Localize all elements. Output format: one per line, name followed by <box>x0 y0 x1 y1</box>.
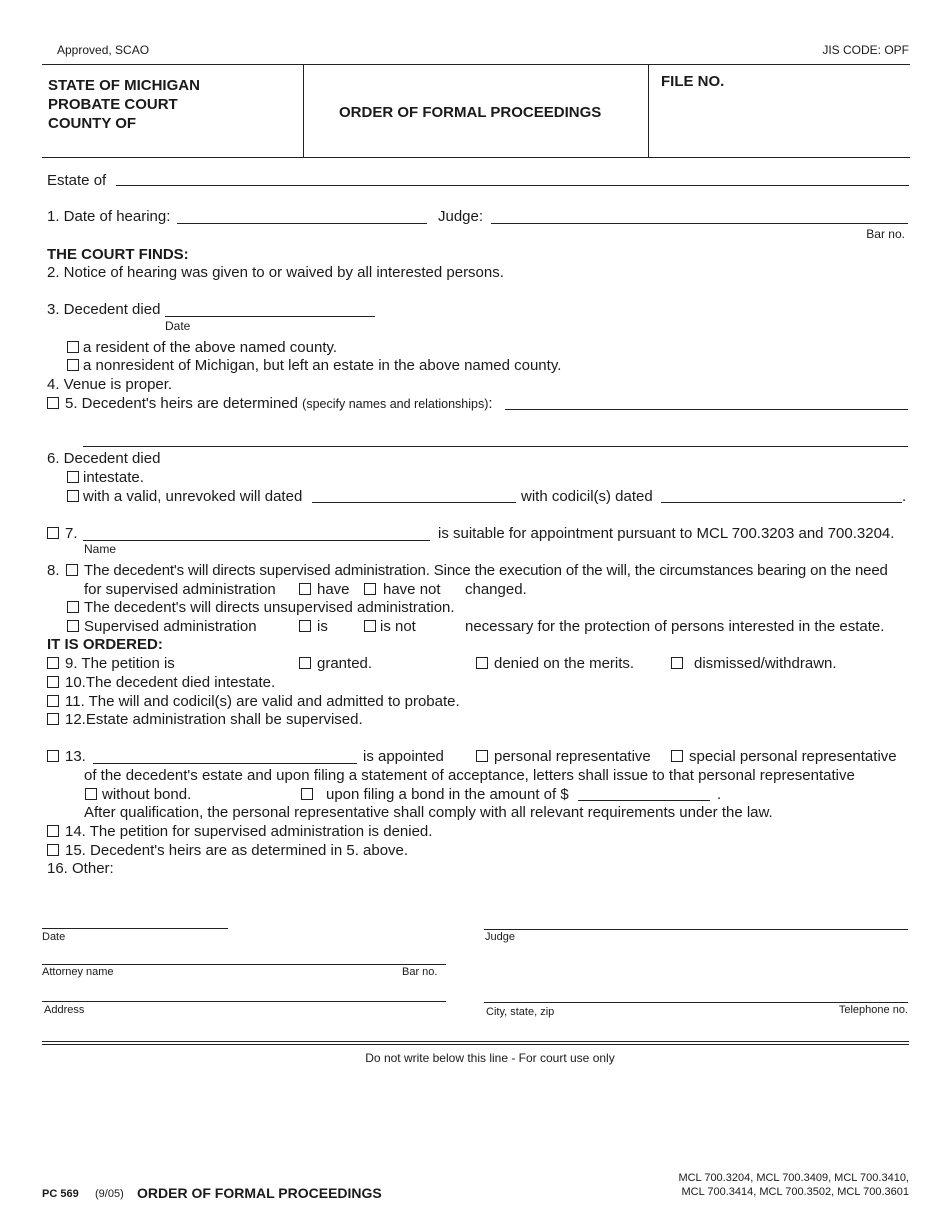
item-15-text: 15. Decedent's heirs are as determined in 5. above. <box>65 842 409 859</box>
item-6-text: 6. Decedent died <box>47 450 161 467</box>
is-label: is <box>317 618 328 635</box>
item-9-checkbox[interactable] <box>47 657 59 669</box>
city-state-zip-label: City, state, zip <box>486 1006 555 1018</box>
header-bottom-rule <box>42 157 910 158</box>
form-title: ORDER OF FORMAL PROCEEDINGS <box>339 104 602 121</box>
attorney-name-field[interactable] <box>42 964 446 965</box>
item-8-line2: for supervised administration <box>84 581 276 598</box>
judge-label: Judge: <box>438 208 484 225</box>
item-10-checkbox[interactable] <box>47 676 59 688</box>
date-of-hearing-label: 1. Date of hearing: <box>47 208 171 225</box>
item-14-text: 14. The petition for supervised administration is denied. <box>65 823 433 840</box>
sign-date-label: Date <box>42 931 66 943</box>
codicil-label: with codicil(s) dated <box>521 488 653 505</box>
judge-signature-label: Judge <box>485 931 515 943</box>
granted-checkbox[interactable] <box>299 657 311 669</box>
valid-will-label: with a valid, unrevoked will dated <box>83 488 303 505</box>
bond-label: upon filing a bond in the amount of $ <box>326 786 569 803</box>
nonresident-label: a nonresident of Michigan, but left an estate in the above named county. <box>83 357 562 374</box>
bond-amount-field[interactable] <box>578 800 710 801</box>
address-field[interactable] <box>42 1001 446 1002</box>
pr-checkbox[interactable] <box>476 750 488 762</box>
denied-merits-label: denied on the merits. <box>494 655 635 672</box>
item-13-number: 13. <box>65 748 86 765</box>
heirs-field-2[interactable] <box>83 446 908 447</box>
court-finds-heading: THE COURT FINDS: <box>47 246 189 263</box>
without-bond-checkbox[interactable] <box>85 788 97 800</box>
form-revision: (9/05) <box>95 1188 124 1200</box>
intestate-checkbox[interactable] <box>67 471 79 483</box>
header-divider-2 <box>648 65 649 157</box>
form-number: PC 569 <box>42 1188 79 1200</box>
item-10-text: 10.The decedent died intestate. <box>65 674 276 691</box>
changed-label: changed. <box>465 581 527 598</box>
have-checkbox[interactable] <box>299 583 311 595</box>
item-8-line1: The decedent's will directs supervised administration. Since the execution of the will, the circumstances bearing on the need <box>84 562 888 579</box>
intestate-label: intestate. <box>83 469 144 486</box>
will-date-field[interactable] <box>312 502 516 503</box>
decedent-died-date-field[interactable] <box>165 316 375 317</box>
resident-checkbox[interactable] <box>67 341 79 353</box>
appointee-name-field[interactable] <box>83 540 430 541</box>
granted-label: granted. <box>317 655 373 672</box>
item-5-prefix: 5. Decedent's heirs are determined <box>65 395 303 412</box>
item-13-line2: of the decedent's estate and upon filing a statement of acceptance, letters shall issue to that personal representative <box>84 767 855 784</box>
have-not-checkbox[interactable] <box>364 583 376 595</box>
sign-date-field[interactable] <box>42 928 228 929</box>
item-6-period: . <box>902 488 907 505</box>
item-11-checkbox[interactable] <box>47 695 59 707</box>
item-7-checkbox[interactable] <box>47 527 59 539</box>
estate-of-label: Estate of <box>47 172 107 189</box>
without-bond-label: without bond. <box>102 786 192 803</box>
item-4-text: 4. Venue is proper. <box>47 376 173 393</box>
item-5-checkbox[interactable] <box>47 397 59 409</box>
item-11-text: 11. The will and codicil(s) are valid and admitted to probate. <box>65 693 460 710</box>
item-3-date-caption: Date <box>165 319 191 333</box>
header-top-rule <box>42 64 910 65</box>
probate-court: PROBATE COURT <box>48 96 178 113</box>
valid-will-checkbox[interactable] <box>67 490 79 502</box>
date-of-hearing-field[interactable] <box>177 223 427 224</box>
resident-label: a resident of the above named county. <box>83 339 338 356</box>
will-supervised-checkbox[interactable] <box>66 564 78 576</box>
address-label: Address <box>44 1004 85 1016</box>
item-5-colon: : <box>488 395 493 412</box>
item-9-text: 9. The petition is <box>65 655 175 672</box>
item-7-number: 7. <box>65 525 78 542</box>
approved-scao: Approved, SCAO <box>57 43 150 57</box>
court-use-rule-2 <box>42 1044 909 1045</box>
mcl-line-2: MCL 700.3414, MCL 700.3502, MCL 700.3601 <box>681 1186 909 1198</box>
state-of-michigan: STATE OF MICHIGAN <box>48 77 200 94</box>
is-not-checkbox[interactable] <box>364 620 376 632</box>
item-14-checkbox[interactable] <box>47 825 59 837</box>
item-12-text: 12.Estate administration shall be supervised. <box>65 711 363 728</box>
have-label: have <box>317 581 350 598</box>
after-qualification-text: After qualification, the personal representative shall comply with all relevant requirements under the law. <box>84 804 773 821</box>
file-no-label: FILE NO. <box>661 73 725 90</box>
heirs-field-1[interactable] <box>505 409 908 410</box>
header-divider-1 <box>303 65 304 157</box>
item-5-text <box>65 395 493 412</box>
item-15-checkbox[interactable] <box>47 844 59 856</box>
judge-field[interactable] <box>491 223 908 224</box>
bond-period: . <box>717 786 722 803</box>
item-8-number: 8. <box>47 562 60 579</box>
pr-label: personal representative <box>494 748 651 765</box>
will-unsupervised-checkbox[interactable] <box>67 601 79 613</box>
court-use-rule-1 <box>42 1041 909 1042</box>
bar-no-label: Bar no. <box>866 227 905 241</box>
item-12-checkbox[interactable] <box>47 713 59 725</box>
is-not-label: is not <box>380 618 416 635</box>
mcl-line-1: MCL 700.3204, MCL 700.3409, MCL 700.3410, <box>678 1172 909 1184</box>
attorney-name-label: Attorney name <box>42 966 114 978</box>
telephone-label: Telephone no. <box>838 1004 908 1016</box>
footer-title: ORDER OF FORMAL PROCEEDINGS <box>137 1185 382 1201</box>
dismissed-checkbox[interactable] <box>671 657 683 669</box>
supervised-admin-label: Supervised administration <box>84 618 257 635</box>
item-5-note: (specify names and relationships) <box>302 397 489 411</box>
have-not-label: have not <box>383 581 441 598</box>
item-7-text: is suitable for appointment pursuant to MCL 700.3203 and 700.3204. <box>438 525 895 542</box>
nonresident-checkbox[interactable] <box>67 359 79 371</box>
is-appointed-label: is appointed <box>363 748 444 765</box>
estate-of-field[interactable] <box>116 185 909 186</box>
county-of: COUNTY OF <box>48 115 137 132</box>
spr-checkbox[interactable] <box>671 750 683 762</box>
judge-signature-field[interactable] <box>484 929 908 930</box>
appointed-name-field[interactable] <box>93 763 357 764</box>
necessary-label: necessary for the protection of persons interested in the estate. <box>465 618 885 635</box>
item-3-text: 3. Decedent died <box>47 301 161 318</box>
jis-code: JIS CODE: OPF <box>822 43 909 57</box>
attorney-bar-no-label: Bar no. <box>402 966 438 978</box>
item-16-text: 16. Other: <box>47 860 114 877</box>
codicil-date-field[interactable] <box>661 502 902 503</box>
item-2-text: 2. Notice of hearing was given to or waived by all interested persons. <box>47 264 504 281</box>
spr-label: special personal representative <box>689 748 897 765</box>
city-state-zip-field[interactable] <box>484 1002 908 1003</box>
dismissed-label: dismissed/withdrawn. <box>694 655 837 672</box>
supervised-admin-checkbox[interactable] <box>67 620 79 632</box>
bond-checkbox[interactable] <box>301 788 313 800</box>
denied-merits-checkbox[interactable] <box>476 657 488 669</box>
it-is-ordered-heading: IT IS ORDERED: <box>47 636 163 653</box>
unsupervised-label: The decedent's will directs unsupervised administration. <box>84 599 455 616</box>
item-13-checkbox[interactable] <box>47 750 59 762</box>
is-checkbox[interactable] <box>299 620 311 632</box>
item-7-name-caption: Name <box>84 542 117 556</box>
court-use-text: Do not write below this line - For court use only <box>365 1051 615 1065</box>
